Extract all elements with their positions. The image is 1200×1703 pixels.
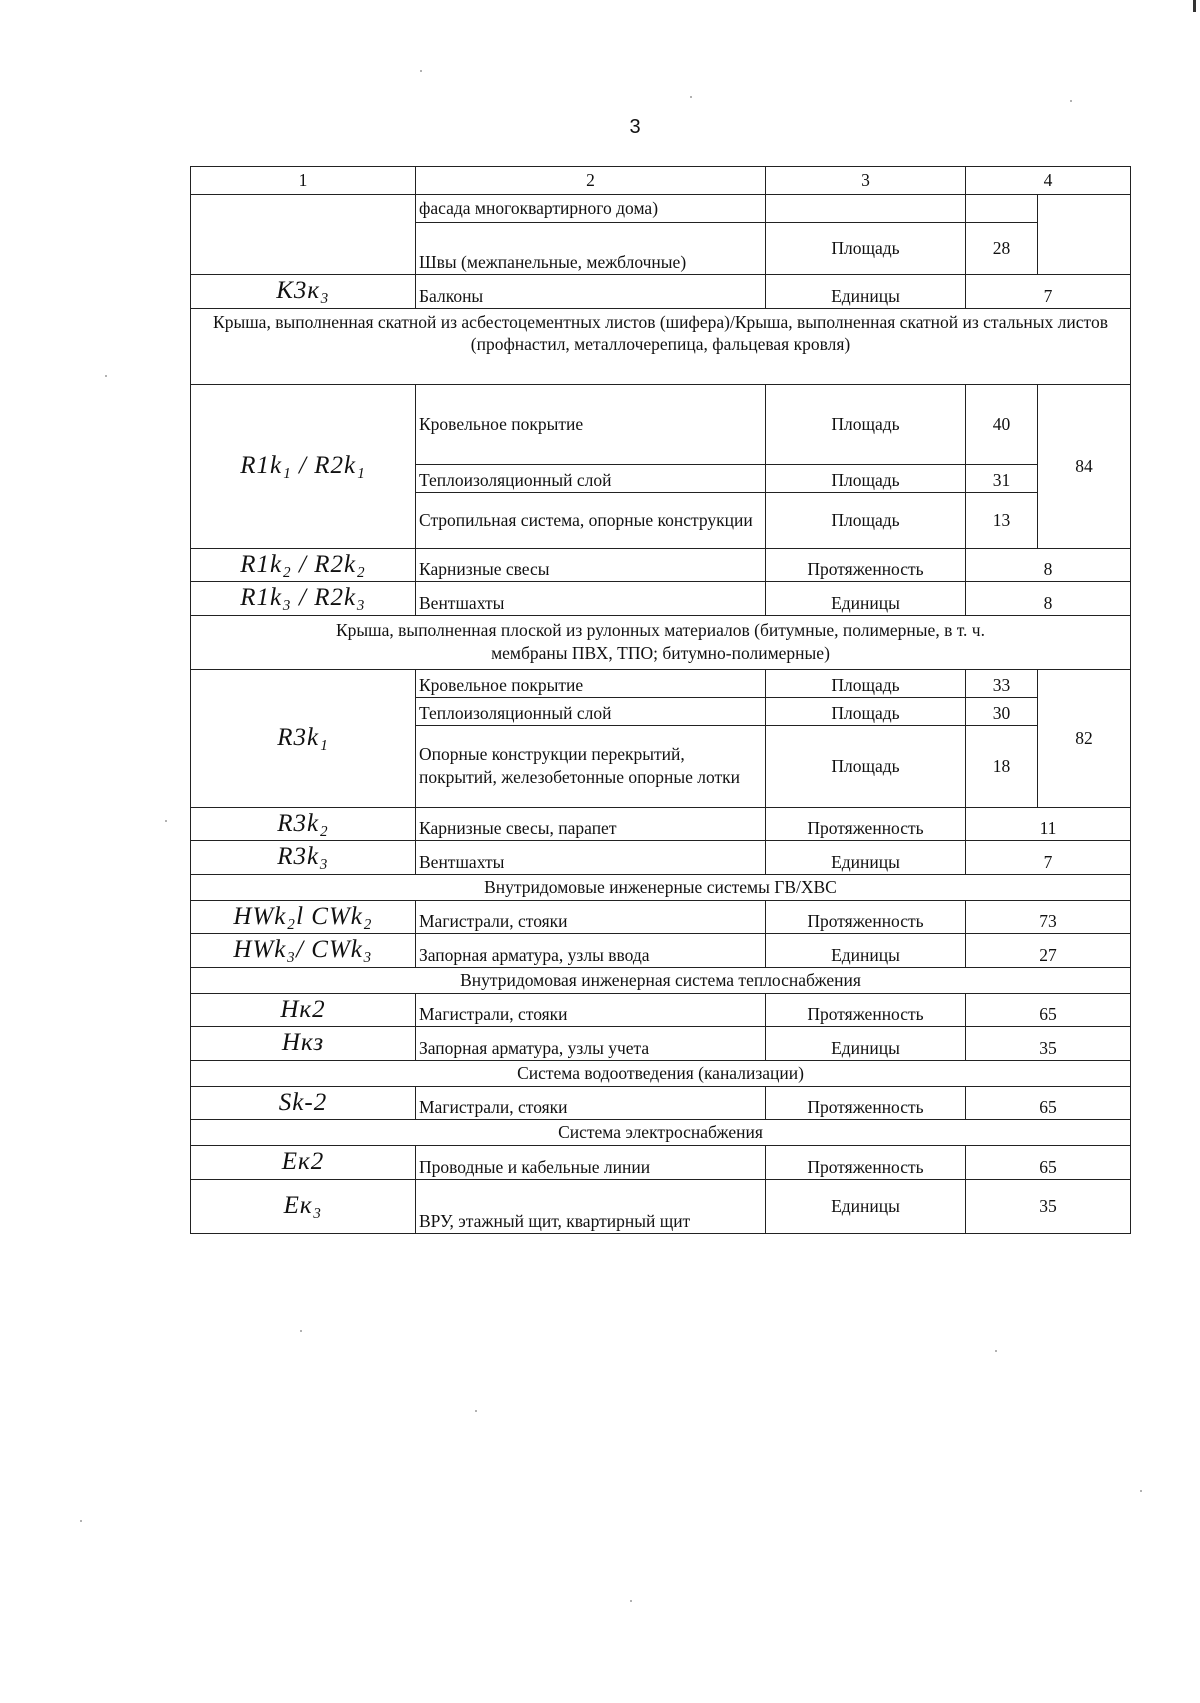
- scan-speck: [995, 1350, 997, 1352]
- value-cell: 18: [966, 725, 1038, 807]
- unit-cell: Протяженность: [766, 807, 966, 841]
- name-cell: Опорные конструкции перекрытий, покрытий, железобетонные опорные лотки: [416, 725, 766, 807]
- unit-cell: Протяженность: [766, 1146, 966, 1180]
- scan-speck: [1140, 1490, 1142, 1492]
- code-cell: R3k₃: [191, 841, 416, 875]
- header-col-1: 1: [191, 167, 416, 195]
- total-cell: 82: [1038, 669, 1131, 807]
- table-row: [191, 841, 1131, 875]
- table-row: [191, 1027, 1131, 1061]
- unit-cell-empty: [766, 195, 966, 223]
- header-col-3: 3: [766, 167, 966, 195]
- elements-table: [190, 166, 1131, 1234]
- table-row: [191, 384, 1131, 464]
- code-cell: R3k₁: [191, 669, 416, 807]
- section-heading: Крыша, выполненная скатной из асбестоцементных листов (шифера)/Крыша, выполненная скатной из стальных листов (профнастил, металлочерепица, фальцевая кровля): [191, 308, 1131, 384]
- value-cell: 65: [966, 993, 1131, 1027]
- scan-speck: [475, 1410, 477, 1412]
- section-row: [191, 967, 1131, 993]
- value-cell: 65: [966, 1086, 1131, 1120]
- unit-cell: Единицы: [766, 841, 966, 875]
- section-heading: Внутридомовая инженерная система теплоснабжения: [191, 967, 1131, 993]
- name-cell: Вентшахты: [416, 841, 766, 875]
- table-row: [191, 934, 1131, 968]
- value-cell: 35: [966, 1179, 1131, 1233]
- total-cell: 84: [1038, 384, 1131, 548]
- value-cell: 30: [966, 697, 1038, 725]
- table-row: [191, 669, 1131, 697]
- name-cell: Проводные и кабельные линии: [416, 1146, 766, 1180]
- name-cell: Кровельное покрытие: [416, 384, 766, 464]
- table-row: [191, 548, 1131, 582]
- section-row: [191, 308, 1131, 384]
- name-cell: Карнизные свесы: [416, 548, 766, 582]
- name-cell: Теплоизоляционный слой: [416, 697, 766, 725]
- name-cell: фасада многоквартирного дома): [416, 195, 766, 223]
- scan-speck: [1070, 100, 1072, 102]
- value-cell: 33: [966, 669, 1038, 697]
- unit-cell: Протяженность: [766, 1086, 966, 1120]
- code-cell: HWk₃/ CWk₃: [191, 934, 416, 968]
- code-cell: Ек₃: [191, 1179, 416, 1233]
- unit-cell: Единицы: [766, 275, 966, 309]
- unit-cell: Единицы: [766, 1179, 966, 1233]
- scan-speck: [420, 70, 422, 72]
- table-row: [191, 1146, 1131, 1180]
- unit-cell: Площадь: [766, 384, 966, 464]
- value-cell: 7: [966, 275, 1131, 309]
- unit-cell: Площадь: [766, 725, 966, 807]
- value-cell: 27: [966, 934, 1131, 968]
- table-row: [191, 195, 1131, 223]
- total-cell-empty: [1038, 195, 1131, 275]
- name-cell: Балконы: [416, 275, 766, 309]
- unit-cell: Единицы: [766, 582, 966, 616]
- scan-speck: [80, 1520, 82, 1522]
- name-cell: Вентшахты: [416, 582, 766, 616]
- unit-cell: Площадь: [766, 464, 966, 492]
- code-cell: Нк2: [191, 993, 416, 1027]
- section-heading: Внутридомовые инженерные системы ГВ/ХВС: [191, 874, 1131, 900]
- scan-edge-mark: [1193, 0, 1196, 12]
- table-header-row: [191, 167, 1131, 195]
- table-row: [191, 900, 1131, 934]
- name-cell: Запорная арматура, узлы ввода: [416, 934, 766, 968]
- section-heading: Система электроснабжения: [191, 1120, 1131, 1146]
- table-row: [191, 1086, 1131, 1120]
- scan-speck: [630, 1600, 632, 1602]
- value-cell: 8: [966, 582, 1131, 616]
- unit-cell: Протяженность: [766, 993, 966, 1027]
- name-cell: Теплоизоляционный слой: [416, 464, 766, 492]
- scan-speck: [690, 96, 692, 98]
- name-cell: Стропильная система, опорные конструкции: [416, 492, 766, 548]
- section-heading: Система водоотведения (канализации): [191, 1060, 1131, 1086]
- table-row: [191, 275, 1131, 309]
- value-cell: 11: [966, 807, 1131, 841]
- section-row: [191, 874, 1131, 900]
- header-col-4: 4: [966, 167, 1131, 195]
- table-row: [191, 993, 1131, 1027]
- name-cell: Магистрали, стояки: [416, 1086, 766, 1120]
- name-cell: Магистрали, стояки: [416, 900, 766, 934]
- header-col-2: 2: [416, 167, 766, 195]
- name-cell: Карнизные свесы, парапет: [416, 807, 766, 841]
- unit-cell: Единицы: [766, 934, 966, 968]
- name-cell: Кровельное покрытие: [416, 669, 766, 697]
- code-cell: Ек2: [191, 1146, 416, 1180]
- code-cell: R1k₃ / R2k₃: [191, 582, 416, 616]
- value-cell: 13: [966, 492, 1038, 548]
- code-cell: R3k₂: [191, 807, 416, 841]
- value-cell: 28: [966, 223, 1038, 275]
- value-cell: 40: [966, 384, 1038, 464]
- value-cell: 65: [966, 1146, 1131, 1180]
- unit-cell: Площадь: [766, 492, 966, 548]
- value-cell: 35: [966, 1027, 1131, 1061]
- page-number: 3: [629, 116, 641, 138]
- name-cell: Швы (межпанельные, межблочные): [416, 223, 766, 275]
- name-cell: Запорная арматура, узлы учета: [416, 1027, 766, 1061]
- unit-cell: Протяженность: [766, 548, 966, 582]
- value-cell-empty: [966, 195, 1038, 223]
- unit-cell: Единицы: [766, 1027, 966, 1061]
- value-cell: 73: [966, 900, 1131, 934]
- name-cell: Магистрали, стояки: [416, 993, 766, 1027]
- value-cell: 8: [966, 548, 1131, 582]
- value-cell: 31: [966, 464, 1038, 492]
- section-row: [191, 1120, 1131, 1146]
- table-row: [191, 582, 1131, 616]
- code-cell-empty: [191, 195, 416, 275]
- code-cell: Нкз: [191, 1027, 416, 1061]
- value-cell: 7: [966, 841, 1131, 875]
- section-row: [191, 1060, 1131, 1086]
- section-heading: Крыша, выполненная плоской из рулонных материалов (битумные, полимерные, в т. ч. мембраны ПВХ, ТПО; битумно-полимерные): [191, 615, 1131, 669]
- code-cell: R1k₁ / R2k₁: [191, 384, 416, 548]
- unit-cell: Площадь: [766, 697, 966, 725]
- table-row: [191, 807, 1131, 841]
- unit-cell: Площадь: [766, 669, 966, 697]
- unit-cell: Протяженность: [766, 900, 966, 934]
- scan-speck: [300, 1330, 302, 1332]
- scan-speck: [165, 820, 167, 822]
- scan-speck: [105, 375, 107, 377]
- code-cell: HWk₂l CWk₂: [191, 900, 416, 934]
- unit-cell: Площадь: [766, 223, 966, 275]
- code-cell: Sk-2: [191, 1086, 416, 1120]
- code-cell: R1k₂ / R2k₂: [191, 548, 416, 582]
- section-row: [191, 615, 1131, 669]
- name-cell: ВРУ, этажный щит, квартирный щит: [416, 1179, 766, 1233]
- table-row: [191, 1179, 1131, 1233]
- code-cell: К3к₃: [191, 275, 416, 309]
